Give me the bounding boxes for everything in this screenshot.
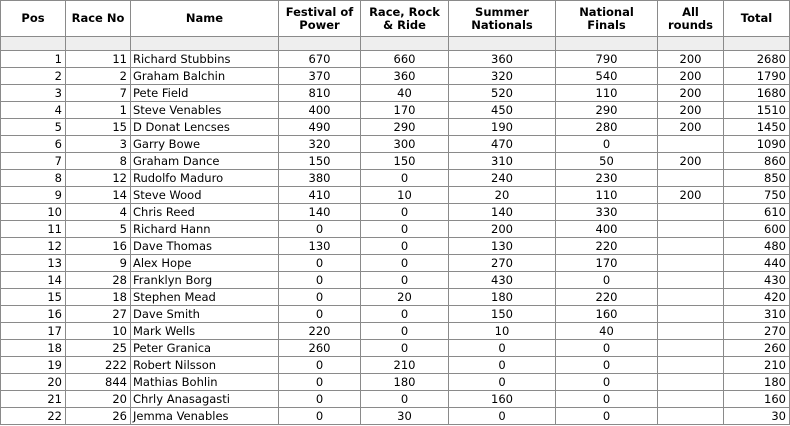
national-finals-cell: 40 [556,323,658,340]
national-finals-cell: 230 [556,170,658,187]
race-no-cell: 222 [66,357,131,374]
all-rounds-cell [658,357,724,374]
all-rounds-cell [658,170,724,187]
total-cell: 610 [724,204,790,221]
festival-of-power-cell: 370 [279,68,361,85]
race-rock-ride-cell: 0 [361,323,449,340]
festival-of-power-cell: 320 [279,136,361,153]
table-row [1,340,790,357]
race-no-cell: 9 [66,255,131,272]
all-rounds-cell [658,238,724,255]
rider-name-cell: Mark Wells [131,323,279,340]
summer-nationals-cell: 0 [449,340,556,357]
national-finals-cell: 290 [556,102,658,119]
race-rock-ride-cell: 0 [361,340,449,357]
race-no-cell: 5 [66,221,131,238]
all-rounds-cell [658,323,724,340]
national-finals-cell: 0 [556,136,658,153]
festival-of-power-cell: 220 [279,323,361,340]
rider-name-cell: Dave Thomas [131,238,279,255]
rider-name-cell: Garry Bowe [131,136,279,153]
rider-name-cell: Rudolfo Maduro [131,170,279,187]
festival-of-power-cell: 260 [279,340,361,357]
national-finals-cell: 160 [556,306,658,323]
summer-nationals-cell: 10 [449,323,556,340]
total-cell: 1790 [724,68,790,85]
total-cell: 750 [724,187,790,204]
race-no-cell: 3 [66,136,131,153]
race-no-cell: 27 [66,306,131,323]
race-rock-ride-cell: 20 [361,289,449,306]
race-rock-ride-cell: 0 [361,272,449,289]
race-rock-ride-cell: 180 [361,374,449,391]
spacer-cell [361,37,449,51]
table-row [1,187,790,204]
header-summer-nationals: Summer Nationals [449,1,556,37]
total-cell: 210 [724,357,790,374]
total-cell: 1680 [724,85,790,102]
total-cell: 600 [724,221,790,238]
race-rock-ride-cell: 290 [361,119,449,136]
festival-of-power-cell: 0 [279,221,361,238]
pos-cell: 4 [1,102,66,119]
header-name: Name [131,1,279,37]
pos-cell: 12 [1,238,66,255]
total-cell: 310 [724,306,790,323]
spacer-cell [66,37,131,51]
pos-cell: 19 [1,357,66,374]
total-cell: 1090 [724,136,790,153]
header-all-rounds: All rounds [658,1,724,37]
all-rounds-cell: 200 [658,153,724,170]
pos-cell: 17 [1,323,66,340]
summer-nationals-cell: 240 [449,170,556,187]
rider-name-cell: Stephen Mead [131,289,279,306]
summer-nationals-cell: 320 [449,68,556,85]
summer-nationals-cell: 180 [449,289,556,306]
race-rock-ride-cell: 660 [361,51,449,68]
spacer-cell [724,37,790,51]
pos-cell: 8 [1,170,66,187]
table-row [1,85,790,102]
pos-cell: 7 [1,153,66,170]
total-cell: 160 [724,391,790,408]
rider-name-cell: Jemma Venables [131,408,279,425]
spacer-cell [279,37,361,51]
summer-nationals-cell: 430 [449,272,556,289]
race-rock-ride-cell: 0 [361,221,449,238]
table-row [1,136,790,153]
national-finals-cell: 0 [556,374,658,391]
total-cell: 420 [724,289,790,306]
national-finals-cell: 0 [556,391,658,408]
table-row [1,272,790,289]
spacer-cell [449,37,556,51]
table-row [1,374,790,391]
table-row [1,204,790,221]
national-finals-cell: 400 [556,221,658,238]
total-cell: 850 [724,170,790,187]
rider-name-cell: Chris Reed [131,204,279,221]
race-rock-ride-cell: 0 [361,255,449,272]
summer-nationals-cell: 200 [449,221,556,238]
race-no-cell: 25 [66,340,131,357]
summer-nationals-cell: 0 [449,357,556,374]
pos-cell: 3 [1,85,66,102]
all-rounds-cell [658,391,724,408]
summer-nationals-cell: 310 [449,153,556,170]
standings-body [1,37,790,425]
table-row [1,119,790,136]
rider-name-cell: Richard Hann [131,221,279,238]
festival-of-power-cell: 150 [279,153,361,170]
national-finals-cell: 790 [556,51,658,68]
pos-cell: 20 [1,374,66,391]
table-row [1,153,790,170]
festival-of-power-cell: 0 [279,374,361,391]
total-cell: 270 [724,323,790,340]
pos-cell: 13 [1,255,66,272]
table-row [1,357,790,374]
national-finals-cell: 330 [556,204,658,221]
rider-name-cell: Chrly Anasagasti [131,391,279,408]
all-rounds-cell: 200 [658,51,724,68]
race-rock-ride-cell: 10 [361,187,449,204]
total-cell: 430 [724,272,790,289]
table-row [1,68,790,85]
race-no-cell: 10 [66,323,131,340]
all-rounds-cell [658,408,724,425]
rider-name-cell: Peter Granica [131,340,279,357]
table-row [1,170,790,187]
total-cell: 440 [724,255,790,272]
festival-of-power-cell: 670 [279,51,361,68]
all-rounds-cell [658,204,724,221]
festival-of-power-cell: 0 [279,255,361,272]
national-finals-cell: 0 [556,272,658,289]
all-rounds-cell: 200 [658,102,724,119]
all-rounds-cell [658,272,724,289]
header-pos: Pos [1,1,66,37]
race-no-cell: 12 [66,170,131,187]
race-rock-ride-cell: 300 [361,136,449,153]
spacer-cell [658,37,724,51]
spacer-cell [556,37,658,51]
race-rock-ride-cell: 0 [361,170,449,187]
festival-of-power-cell: 0 [279,357,361,374]
race-no-cell: 4 [66,204,131,221]
race-rock-ride-cell: 0 [361,238,449,255]
summer-nationals-cell: 0 [449,374,556,391]
festival-of-power-cell: 0 [279,306,361,323]
table-row [1,255,790,272]
pos-cell: 15 [1,289,66,306]
table-row [1,221,790,238]
race-no-cell: 18 [66,289,131,306]
all-rounds-cell: 200 [658,68,724,85]
table-row [1,306,790,323]
rider-name-cell: Franklyn Borg [131,272,279,289]
race-no-cell: 2 [66,68,131,85]
total-cell: 180 [724,374,790,391]
rider-name-cell: Graham Balchin [131,68,279,85]
header-row [1,1,790,37]
total-cell: 260 [724,340,790,357]
national-finals-cell: 0 [556,408,658,425]
festival-of-power-cell: 810 [279,85,361,102]
race-rock-ride-cell: 0 [361,391,449,408]
header-race-no: Race No [66,1,131,37]
header-total: Total [724,1,790,37]
race-no-cell: 844 [66,374,131,391]
pos-cell: 10 [1,204,66,221]
national-finals-cell: 50 [556,153,658,170]
spacer-row [1,37,790,51]
summer-nationals-cell: 150 [449,306,556,323]
race-no-cell: 8 [66,153,131,170]
all-rounds-cell [658,289,724,306]
summer-nationals-cell: 520 [449,85,556,102]
pos-cell: 21 [1,391,66,408]
summer-nationals-cell: 470 [449,136,556,153]
festival-of-power-cell: 410 [279,187,361,204]
pos-cell: 11 [1,221,66,238]
spacer-cell [131,37,279,51]
all-rounds-cell: 200 [658,85,724,102]
table-row [1,289,790,306]
festival-of-power-cell: 400 [279,102,361,119]
all-rounds-cell [658,136,724,153]
festival-of-power-cell: 380 [279,170,361,187]
all-rounds-cell: 200 [658,187,724,204]
rider-name-cell: Robert Nilsson [131,357,279,374]
festival-of-power-cell: 0 [279,408,361,425]
festival-of-power-cell: 130 [279,238,361,255]
race-rock-ride-cell: 360 [361,68,449,85]
race-no-cell: 1 [66,102,131,119]
table-row [1,238,790,255]
spacer-cell [1,37,66,51]
summer-nationals-cell: 130 [449,238,556,255]
summer-nationals-cell: 190 [449,119,556,136]
race-rock-ride-cell: 210 [361,357,449,374]
header-festival-of-power: Festival of Power [279,1,361,37]
total-cell: 1450 [724,119,790,136]
national-finals-cell: 0 [556,357,658,374]
pos-cell: 9 [1,187,66,204]
table-row [1,51,790,68]
header-national-finals: National Finals [556,1,658,37]
header-race-rock-ride: Race, Rock & Ride [361,1,449,37]
summer-nationals-cell: 0 [449,408,556,425]
festival-of-power-cell: 140 [279,204,361,221]
rider-name-cell: Mathias Bohlin [131,374,279,391]
all-rounds-cell [658,340,724,357]
rider-name-cell: Graham Dance [131,153,279,170]
race-rock-ride-cell: 40 [361,85,449,102]
pos-cell: 1 [1,51,66,68]
race-no-cell: 26 [66,408,131,425]
summer-nationals-cell: 450 [449,102,556,119]
national-finals-cell: 170 [556,255,658,272]
pos-cell: 22 [1,408,66,425]
total-cell: 2680 [724,51,790,68]
race-no-cell: 11 [66,51,131,68]
all-rounds-cell [658,221,724,238]
national-finals-cell: 110 [556,85,658,102]
race-rock-ride-cell: 150 [361,153,449,170]
pos-cell: 5 [1,119,66,136]
pos-cell: 14 [1,272,66,289]
total-cell: 480 [724,238,790,255]
race-no-cell: 14 [66,187,131,204]
all-rounds-cell [658,255,724,272]
race-no-cell: 15 [66,119,131,136]
all-rounds-cell [658,374,724,391]
festival-of-power-cell: 0 [279,289,361,306]
rider-name-cell: Steve Venables [131,102,279,119]
national-finals-cell: 540 [556,68,658,85]
race-rock-ride-cell: 30 [361,408,449,425]
national-finals-cell: 110 [556,187,658,204]
race-rock-ride-cell: 0 [361,204,449,221]
all-rounds-cell: 200 [658,119,724,136]
summer-nationals-cell: 270 [449,255,556,272]
rider-name-cell: Steve Wood [131,187,279,204]
national-finals-cell: 0 [556,340,658,357]
table-row [1,391,790,408]
national-finals-cell: 280 [556,119,658,136]
festival-of-power-cell: 490 [279,119,361,136]
pos-cell: 16 [1,306,66,323]
summer-nationals-cell: 140 [449,204,556,221]
festival-of-power-cell: 0 [279,391,361,408]
pos-cell: 6 [1,136,66,153]
national-finals-cell: 220 [556,238,658,255]
festival-of-power-cell: 0 [279,272,361,289]
total-cell: 1510 [724,102,790,119]
rider-name-cell: Alex Hope [131,255,279,272]
race-rock-ride-cell: 170 [361,102,449,119]
total-cell: 30 [724,408,790,425]
table-row [1,323,790,340]
race-rock-ride-cell: 0 [361,306,449,323]
summer-nationals-cell: 20 [449,187,556,204]
national-finals-cell: 220 [556,289,658,306]
pos-cell: 2 [1,68,66,85]
all-rounds-cell [658,306,724,323]
table-row [1,408,790,425]
race-no-cell: 28 [66,272,131,289]
rider-name-cell: Pete Field [131,85,279,102]
total-cell: 860 [724,153,790,170]
rider-name-cell: D Donat Lencses [131,119,279,136]
rider-name-cell: Dave Smith [131,306,279,323]
pos-cell: 18 [1,340,66,357]
race-no-cell: 7 [66,85,131,102]
race-no-cell: 16 [66,238,131,255]
race-no-cell: 20 [66,391,131,408]
summer-nationals-cell: 360 [449,51,556,68]
summer-nationals-cell: 160 [449,391,556,408]
table-row [1,102,790,119]
rider-name-cell: Richard Stubbins [131,51,279,68]
